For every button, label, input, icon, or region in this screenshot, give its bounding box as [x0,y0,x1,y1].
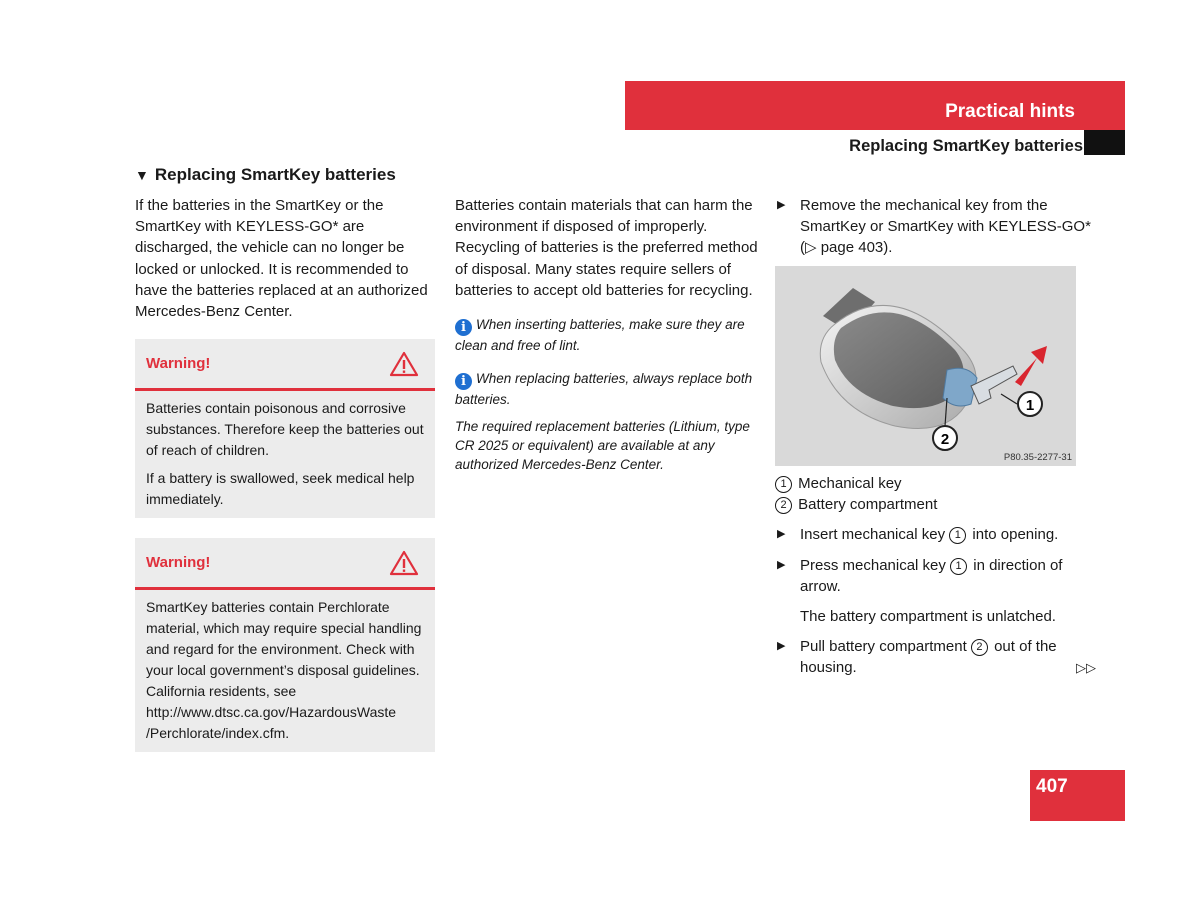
warning-header [135,339,435,391]
number-circle-1: 1 [950,558,967,575]
column-3-lower [775,473,1105,679]
legend-text: Mechanical key [798,475,902,492]
bullet-arrow-icon: ▶ [777,528,786,541]
warning-url-line: /Perchlorate/index.cfm. [146,725,290,741]
info-note-1 [455,315,760,355]
info-note-text: When inserting batteries, make sure they are clean and free of lint. [455,317,745,354]
warning-triangle-icon [389,550,419,576]
figure-code: P80.35-2277-31 [1003,452,1072,463]
number-circle-1: 1 [949,527,966,544]
warning-body [135,391,435,518]
warning-line: SmartKey batteries contain Perchlorate [146,599,390,615]
triangle-down-icon: ▼ [135,167,149,183]
chapter-title: Practical hints [945,101,1075,122]
smartkey-illustration [775,266,1076,466]
column-3 [775,195,1105,259]
info-note-text: When replacing batteries, always replace both batteries. [455,371,753,408]
legend-item [775,473,1105,494]
warning-line: and regard for the environment. Check with [146,641,415,657]
info-note-2 [455,369,760,409]
chapter-banner [625,81,1125,130]
instruction-step [775,555,1105,597]
number-circle-2: 2 [775,497,792,514]
info-icon: i [455,373,472,390]
warning-paragraph: If a battery is swallowed, seek medical help immediately. [146,470,415,507]
figure-callout-2: 2 [940,431,950,448]
warning-url-line: http://www.dtsc.ca.gov/HazardousWaste [146,704,397,720]
section-running-head: Replacing SmartKey batteries [849,137,1083,155]
header-tab-marker [1084,130,1125,155]
step-text: out of the housing. [800,638,1057,677]
continued-marker-icon: ▷▷ [1076,660,1096,675]
result-text: The battery compartment is unlatched. [800,608,1056,626]
step-text: Pull battery compartment [800,638,967,656]
warning-box-1 [135,339,435,518]
warning-body [135,590,435,752]
step-text: Remove the mechanical key from the SmartKey or SmartKey with KEYLESS-GO* (▷ page 403). [800,197,1091,257]
environment-paragraph: Batteries contain materials that can harm the environment if disposed of improperly. Recycling of batteries is the preferred method of disposal. Many states require sellers of batteries to accept old batteries for recycling. [455,197,758,299]
intro-paragraph: If the batteries in the SmartKey or the SmartKey with KEYLESS-GO* are discharged, the vehicle can no longer be locked or unlocked. It is recommended to have the batteries replaced at an authorized Mercedes-Benz Center. [135,197,428,321]
warning-title: Warning! [146,355,211,372]
page-number-box [1030,770,1125,821]
number-circle-1: 1 [775,476,792,493]
warning-line: California residents, see [146,683,297,699]
instruction-step [775,524,1105,545]
step-text: Press mechanical key [800,556,946,574]
page-number: 407 [1036,776,1068,797]
info-icon: i [455,319,472,336]
column-2 [455,195,760,474]
bullet-arrow-icon: ▶ [777,640,786,653]
step-text: into opening. [972,526,1059,544]
warning-title: Warning! [146,554,211,571]
battery-type-note: The required replacement batteries (Lithium, type CR 2025 or equivalent) are available at any authorized Mercedes-Benz Center. [455,419,750,473]
warning-header [135,538,435,590]
warning-box-2 [135,538,435,752]
step-text: in direction of arrow. [800,556,1063,595]
warning-line: your local government’s disposal guidelines. [146,662,420,678]
warning-line: material, which may require special handling [146,620,422,636]
bullet-arrow-icon: ▶ [777,558,786,571]
step-text: Insert mechanical key [800,526,946,544]
warning-paragraph: Batteries contain poisonous and corrosive substances. Therefore keep the batteries out of reach of children. [146,400,424,458]
figure-callout-1: 1 [1025,397,1035,414]
smartkey-drawing [775,266,1076,466]
bullet-arrow-icon: ▶ [777,199,786,211]
section-heading [135,165,396,185]
instruction-step [775,195,1100,259]
warning-triangle-icon [389,351,419,377]
legend-text: Battery compartment [798,496,938,514]
section-heading-text: Replacing SmartKey batteries [154,165,396,184]
instruction-step [775,636,1105,678]
legend-item [775,494,1105,515]
number-circle-2: 2 [971,639,988,656]
